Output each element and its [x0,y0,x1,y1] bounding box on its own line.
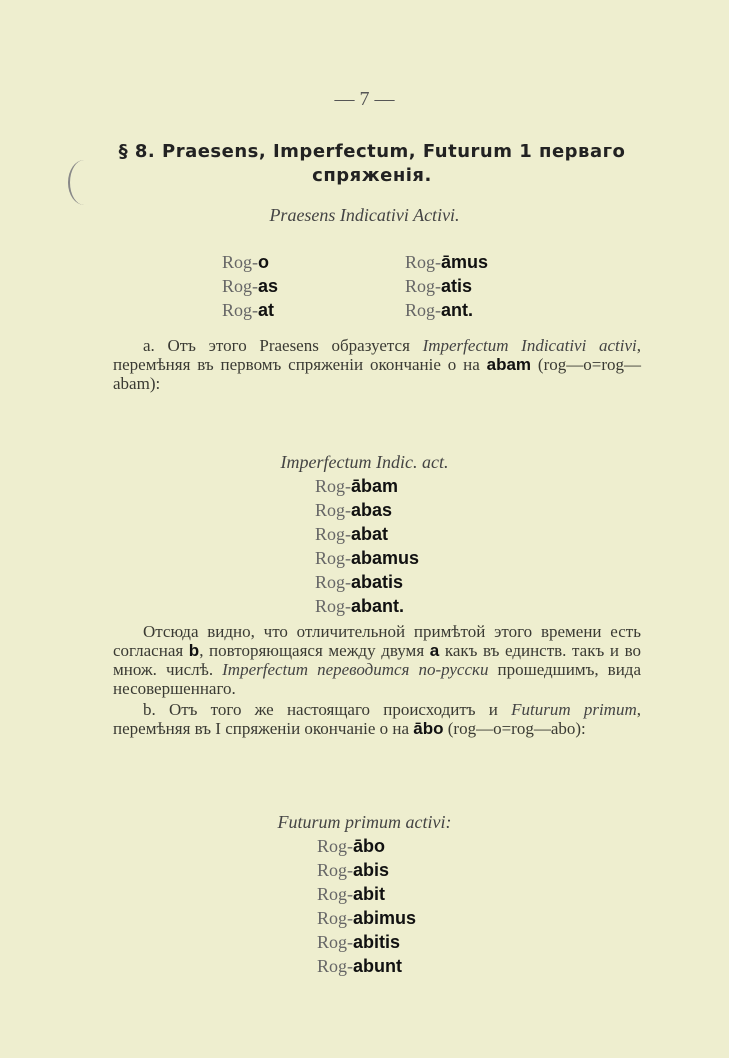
ending: ābo [353,836,386,856]
page-number: — 7 — [334,88,395,110]
form-row [222,250,278,274]
text: (rog—o=rog—abo): [443,719,586,738]
ending: abunt [353,956,402,976]
form-row [315,546,419,570]
form-row [315,498,419,522]
stem: Rog- [222,300,258,320]
praesens-title: Praesens Indicativi Activi. [269,205,460,225]
stem: Rog- [317,932,353,952]
paragraph-a [113,336,641,393]
stem: Rog- [317,884,353,904]
stem: Rog- [315,572,351,592]
italic-term: Imperfectum Indicativi activi [422,336,637,355]
text: прошедшимъ, вида несовершеннаго. [113,660,641,698]
ending: abat [351,524,389,544]
italic-term: Futurum primum [511,700,637,719]
heading-line-1: § 8. Praesens, Imperfectum, Futurum 1 перваго [118,141,626,162]
stem: Rog- [405,276,441,296]
ending: ant. [441,300,474,320]
form-row [405,250,488,274]
form-row [317,882,416,906]
text: какъ въ единств. такъ и во множ. числѣ. [113,641,641,679]
form-row [405,298,488,322]
form-row [405,274,488,298]
stem: Rog- [222,252,258,272]
stem: Rog- [222,276,258,296]
form-row [222,274,278,298]
futurum-forms [317,834,416,978]
form-row [315,522,419,546]
italic-term: Imperfectum переводится по-русски [222,660,489,679]
ending: āmus [441,252,489,272]
text: a. Отъ этого Praesens образуется [143,336,423,355]
stem: Rog- [315,476,351,496]
ending: ābam [351,476,399,496]
ending: abimus [353,908,417,928]
ending: as [258,276,279,296]
imperfectum-title: Imperfectum Indic. act. [280,452,449,472]
form-row [315,570,419,594]
ending: abamus [351,548,420,568]
form-row [317,858,416,882]
form-row [315,594,419,618]
stem: Rog- [315,500,351,520]
imperfectum-forms [315,474,419,618]
form-row [315,474,419,498]
futurum-title: Futurum primum activi: [277,812,452,832]
text: Отсюда видно, что отличительной примѣтой этого времени есть согласная [113,622,641,660]
ending: abitis [353,932,401,952]
stem: Rog- [317,836,353,856]
form-row [317,906,416,930]
stem: Rog- [317,908,353,928]
stem: Rog- [315,524,351,544]
ending: abis [353,860,390,880]
ending: atis [441,276,473,296]
form-row [317,834,416,858]
paragraph-note [113,622,641,698]
ending: at [258,300,275,320]
stem: Rog- [317,860,353,880]
paragraph-b [113,700,641,738]
text: , перемѣняя въ I спряженіи окончаніе о на [113,700,641,738]
bold-letter: a [429,641,440,660]
praesens-singular [222,250,278,322]
text: (rog—o=rog—abam): [113,355,641,393]
form-row [317,930,416,954]
form-row [317,954,416,978]
stem: Rog- [405,300,441,320]
text: , повторяющаяся между двумя [199,641,430,660]
bold-ending: ābo [413,719,444,738]
form-row [222,298,278,322]
heading-line-2: спряженія. [312,165,432,186]
text: b. Отъ того же настоящаго происходитъ и [143,700,512,719]
ending: abas [351,500,393,520]
praesens-plural [405,250,488,322]
stem: Rog- [315,596,351,616]
stem: Rog- [317,956,353,976]
stem: Rog- [405,252,441,272]
bold-letter: b [188,641,200,660]
ending: abant. [351,596,405,616]
section-heading [92,140,652,188]
stem: Rog- [315,548,351,568]
ending: abit [353,884,386,904]
ending: o [258,252,269,272]
text: , перемѣняя въ первомъ спряженіи окончаніе о на [113,336,641,374]
bold-ending: abam [486,355,532,374]
ending: abatis [351,572,404,592]
